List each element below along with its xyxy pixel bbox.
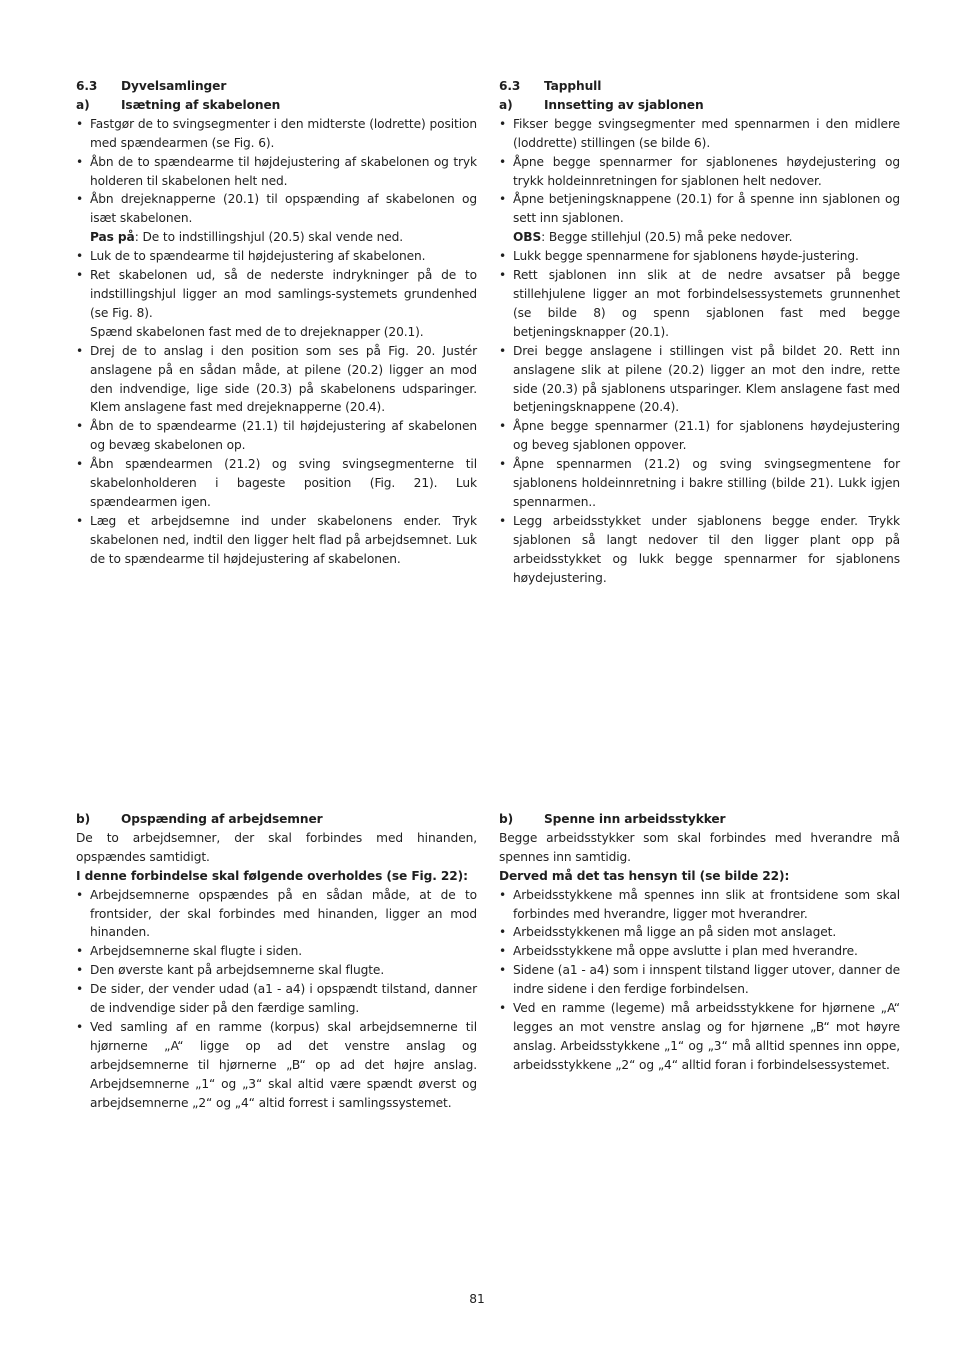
list-item: • Læg et arbejdsemne ind under skabelonens ender. Tryk skabelonen ned, indtil den ligger helt flad på arbejdsemnet. Luk de to spændearme til højdejustering af skabelonen. (76, 513, 477, 566)
section-number: 6.3 (76, 79, 98, 93)
requirements-heading: Derved må det tas hensyn til (se bilde 22): (499, 868, 790, 883)
list-item: • Den øverste kant på arbejdsemnerne skal flugte. (76, 961, 477, 980)
list-item: • Ret skabelonen ud, så de nederste indrykninger på de to indstillingshjul ligger an mod samlings-systemets grundenhed (se Fig. 8). Spænd skabelonen fast med de to drejeknapper (20.1). (76, 266, 477, 342)
list-item: • Sidene (a1 - a4) som i innspent tilstand ligger utover, danner de indre sidene i den ferdige forbindelsen. (499, 963, 900, 997)
list-item: • Åbn spændearmen (21.2) og sving svingsegmenterne til skabelonholderen i bageste position (Fig. 21). Luk spændearmen igen. (76, 457, 477, 509)
note-label: OBS (513, 230, 542, 245)
list-item: • Ved en ramme (legeme) må arbeidsstykkene for hjørnene „A“ legges an mot venstre anslag og for hjørnene „B“ mot høyre anslag. Arbeidsstykkene „1“ og „3“ må alltid spennes inn oppe, arbeidsstykkene „2“ og „4“ alltid foran i forbindelsessystemet. (499, 1001, 900, 1072)
bullet: • (499, 944, 507, 959)
list-item: • Fikser begge svingsegmenter med spennarmen i den midlere (loddrette) stillingen (se bilde 6). (499, 116, 900, 150)
bullet: • (76, 154, 84, 169)
section-heading (76, 77, 477, 96)
bullet: • (499, 1001, 507, 1016)
note-label: Pas på (90, 230, 135, 245)
note-text: : De to indstillingshjul (20.5) skal vende ned. (134, 230, 404, 245)
bullet: • (499, 887, 507, 902)
bullet: • (76, 419, 84, 434)
bullet: • (499, 419, 507, 434)
bullet: • (76, 982, 84, 997)
subsection-number: a) (76, 97, 90, 112)
bullet: • (76, 944, 84, 959)
bullet: • (499, 249, 507, 264)
bullet: • (499, 116, 507, 131)
subsection-heading (499, 810, 900, 829)
section-title: Tapphull (544, 79, 602, 93)
list-item: • Fastgør de to svingsegmenter i den midterste (lodrette) position med spændearmen (se Fig. 6). (76, 116, 477, 150)
bullet: • (499, 457, 507, 472)
list-item: • Drei begge anslagene i stillingen vist på bildet 20. Rett inn anslagene slik at pilene (20.2) ligger an mot den indre, rette side (20.3) på sjablonens utsparinger. Klem anslagene fast med betjeningsknappene (20.4). (499, 343, 900, 415)
requirements-list (76, 886, 477, 1113)
bullet: • (76, 887, 84, 902)
right-bottom-section (499, 810, 900, 1075)
subsection-title: Opspænding af arbejdsemner (121, 812, 323, 826)
section-number: 6.3 (499, 79, 521, 93)
subsection-number: b) (499, 812, 514, 826)
bullet: • (499, 192, 507, 207)
bullet: • (499, 925, 507, 940)
bullet: • (499, 343, 507, 358)
list-item: • Arbejdsemnerne opspændes på en sådan måde, at de to frontsider, der skal forbindes med hinanden, ligger an mod hinanden. (76, 887, 477, 940)
bullet: • (76, 457, 84, 472)
list-item: • Åbn de to spændearme til højdejustering af skabelonen og tryk holderen til skabelonen helt ned. (76, 154, 477, 188)
bullet: • (76, 116, 84, 131)
list-item: • Åbn de to spændearme (21.1) til højdejustering af skabelonen og bevæg skabelonen op. (76, 419, 477, 453)
subsection-number: a) (499, 97, 513, 112)
list-item: • Legg arbeidsstykket under sjablonens begge ender. Trykk sjablonen så langt nedover til den ligger plant opp på arbeidsstykket og lukk begge spennarmer for sjablonens høydejustering. (499, 513, 900, 585)
list-item: • Lukk begge spennarmene for sjablonens høyde-justering. (499, 247, 900, 266)
list-item: • Åpne spennarmen (21.2) og sving svingsegmentene for sjablonens holdeinnretning i bakre stilling (bilde 21). Lukk igjen spennarmen.. (499, 457, 900, 509)
bullet: • (499, 268, 507, 283)
caution-note (90, 228, 477, 247)
bullet: • (499, 513, 507, 528)
intro-paragraph: De to arbejdsemner, der skal forbindes med hinanden, opspændes samtidigt. (76, 830, 477, 864)
bullet: • (499, 154, 507, 169)
list-item: • De sider, der vender udad (a1 - a4) i opspændt tilstand, danner de indvendige sider på den færdige samling. (76, 982, 477, 1016)
right-top-section (499, 77, 900, 587)
bullet: • (76, 268, 84, 283)
caution-note (513, 228, 900, 247)
bullet: • (76, 192, 84, 207)
list-item: • Åpne begge spennarmer for sjablonenes høydejustering og trykk holdeinnretningen for sjablonen helt nedover. (499, 154, 900, 188)
bullet: • (76, 1019, 84, 1034)
list-item: • Åbn drejeknapperne (20.1) til opspænding af skabelonen og isæt skabelonen. Pas på: De to indstillingshjul (20.5) skal vende ned. (76, 190, 477, 247)
subsection-heading (76, 810, 477, 829)
list-item: • Arbeidsstykkene må oppe avslutte i plan med hverandre. (499, 942, 900, 961)
subsection-heading (499, 96, 900, 115)
list-item: • Ved samling af en ramme (korpus) skal arbejdsemnerne til hjørnerne „A“ ligge op ad det venstre anslag og arbejdsemnerne til hjørnerne „B“ op ad det højre anslag. Arbejdsemnerne „1“ og „3“ skal altid være spændt øverst og arbejdsemnerne „2“ og „4“ altid forrest i samlingssystemet. (76, 1019, 477, 1110)
bullet: • (499, 963, 507, 978)
section-heading (499, 77, 900, 96)
subsection-number: b) (76, 812, 91, 826)
subsection-heading (76, 96, 477, 115)
intro-paragraph: Begge arbeidsstykker som skal forbindes med hverandre må spennes inn samtidig. (499, 830, 900, 864)
left-top-section (76, 77, 477, 569)
list-item: • Arbejdsemnerne skal flugte i siden. (76, 942, 477, 961)
subsection-title: Isætning af skabelonen (121, 97, 281, 112)
subsection-title: Innsetting av sjablonen (544, 97, 704, 112)
list-item: • Åpne betjeningsknappene (20.1) for å spenne inn sjablonen og sett inn sjablonen. OBS: Begge stillehjul (20.5) må peke nedover. (499, 190, 900, 247)
instruction-list (499, 115, 900, 588)
bullet: • (76, 963, 84, 978)
bullet: • (76, 343, 84, 358)
list-item: • Luk de to spændearme til højdejustering af skabelonen. (76, 247, 477, 266)
page-number: 81 (469, 1292, 485, 1306)
list-item: • Arbeidsstykkenen må ligge an på siden mot anslaget. (499, 923, 900, 942)
note-text: : Begge stillehjul (20.5) må peke nedover. (541, 230, 793, 245)
requirements-list (499, 886, 900, 1075)
bullet: • (76, 249, 84, 264)
extra-instruction: Spænd skabelonen fast med de to drejeknapper (20.1). (90, 324, 424, 339)
list-item: • Rett sjablonen inn slik at de nedre avsatser på begge stillehjulene ligger an mot forbindelsessystemets grunnenhet (se bilde 8) og spenn sjablonen fast med begge betjeningsknapper (20.1). (499, 268, 900, 339)
requirements-heading: I denne forbindelse skal følgende overholdes (se Fig. 22): (76, 868, 468, 883)
list-item: • Åpne begge spennarmer (21.1) for sjablonens høydejustering og beveg sjablonen oppover. (499, 419, 900, 453)
list-item: • Arbeidsstykkene må spennes inn slik at frontsidene som skal forbindes med hverandre, ligger mot hverandrer. (499, 887, 900, 921)
left-bottom-section (76, 810, 477, 1113)
list-item: • Drej de to anslag i den position som ses på Fig. 20. Justér anslagene på en sådan måde, at pilene (20.2) ligger an mod den indvendige, lige side (20.3) på skabelonens udsparinger. Klem anslagene fast med drejeknapperne (20.4). (76, 343, 477, 415)
instruction-list (76, 115, 477, 569)
bullet: • (76, 513, 84, 528)
section-title: Dyvelsamlinger (121, 79, 227, 93)
subsection-title: Spenne inn arbeidsstykker (544, 812, 726, 826)
